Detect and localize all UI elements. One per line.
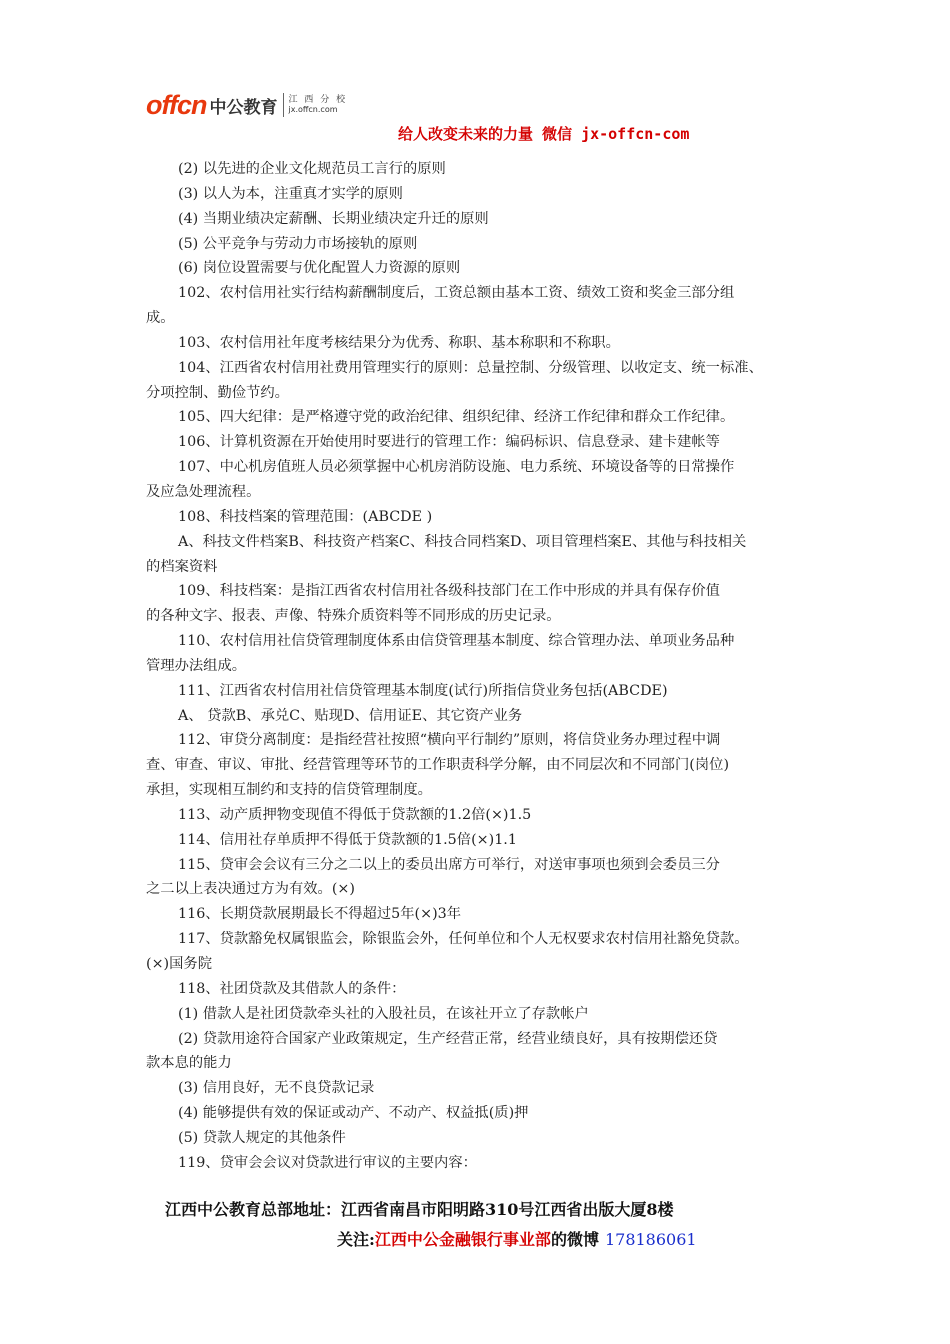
text-line: 102、农村信用社实行结构薪酬制度后，工资总额由基本工资、绩效工资和奖金三部分组 bbox=[178, 285, 735, 302]
text-line: (3) 信用良好，无不良贷款记录 bbox=[178, 1080, 375, 1097]
text-line: 109、科技档案：是指江西省农村信用社各级科技部门在工作中形成的并具有保存价值 bbox=[178, 583, 720, 600]
text-line: 108、科技档案的管理范围：(ABCDE ) bbox=[178, 508, 433, 525]
text-line: A、科技文件档案B、科技资产档案C、科技合同档案D、项目管理档案E、其他与科技相关 bbox=[178, 533, 747, 550]
footer-address: 江西中公教育总部地址：江西省南昌市阳明路310号江西省出版大厦8楼 bbox=[165, 1200, 674, 1219]
text-line: 款本息的能力 bbox=[146, 1055, 232, 1072]
header-slogan: 给人改变未来的力量 微信 jx-offcn-com bbox=[398, 125, 690, 143]
text-line: 106、计算机资源在开始使用时要进行的管理工作：编码标识、信息登录、建卡建帐等 bbox=[178, 434, 720, 451]
text-line: (5) 贷款人规定的其他条件 bbox=[178, 1129, 346, 1146]
text-line: 管理办法组成。 bbox=[146, 657, 247, 674]
text-line: 118、社团贷款及其借款人的条件： bbox=[178, 980, 406, 997]
logo-divider bbox=[283, 93, 284, 117]
text-line: 105、四大纪律：是严格遵守党的政治纪律、组织纪律、经济工作纪律和群众工作纪律。 bbox=[178, 409, 735, 426]
text-line: 103、农村信用社年度考核结果分为优秀、称职、基本称职和不称职。 bbox=[178, 334, 620, 351]
logo-offcn-text: offcn bbox=[146, 89, 207, 120]
text-line: 117、贷款豁免权属银监会，除银监会外，任何单位和个人无权要求农村信用社豁免贷款。 bbox=[178, 931, 749, 948]
text-line: A、 贷款B、承兑C、贴现D、信用证E、其它资产业务 bbox=[178, 707, 523, 724]
text-line: 115、贷审会会议有三分之二以上的委员出席方可举行，对送审事项也须到会委员三分 bbox=[178, 856, 720, 873]
footer-follow bbox=[337, 1227, 697, 1250]
text-line: 之二以上表决通过方为有效。(×) bbox=[146, 881, 355, 898]
text-line: 113、动产质押物变现值不得低于贷款额的1.2倍(×)1.5 bbox=[178, 806, 532, 823]
offcn-logo bbox=[146, 88, 347, 122]
footer-weibo-id: 178186061 bbox=[604, 1230, 697, 1249]
text-line: (5) 公平竞争与劳动力市场接轨的原则 bbox=[178, 235, 418, 252]
text-line: 110、农村信用社信贷管理制度体系由信贷管理基本制度、综合管理办法、单项业务品种 bbox=[178, 633, 735, 650]
footer-weibo-name: 江西中公金融银行事业部 bbox=[374, 1230, 551, 1249]
text-line: 112、审贷分离制度：是指经营社按照“横向平行制约”原则，将信贷业务办理过程中调 bbox=[178, 732, 721, 749]
text-line: 成。 bbox=[146, 310, 175, 327]
text-line: (×)国务院 bbox=[146, 956, 213, 972]
text-line: 承担，实现相互制约和支持的信贷管理制度。 bbox=[146, 782, 432, 799]
text-line: (2) 以先进的企业文化规范员工言行的原则 bbox=[178, 161, 446, 177]
text-line: 111、江西省农村信用社信贷管理基本制度(试行)所指信贷业务包括(ABCDE) bbox=[178, 682, 668, 699]
logo-branch-name: 江 西 分 校 bbox=[288, 94, 348, 105]
text-line: 104、江西省农村信用社费用管理实行的原则：总量控制、分级管理、以收定支、统一标准、 bbox=[178, 359, 763, 376]
text-line: 的各种文字、报表、声像、特殊介质资料等不同形成的历史记录。 bbox=[146, 608, 561, 625]
text-line: 及应急处理流程。 bbox=[146, 483, 261, 500]
document-body bbox=[146, 157, 826, 1176]
logo-branch-url: jx.offcn.com bbox=[288, 104, 338, 114]
text-line: 114、信用社存单质押不得低于贷款额的1.5倍(×)1.1 bbox=[178, 831, 517, 848]
footer-follow-prefix: 关注: bbox=[337, 1230, 375, 1249]
text-line: (6) 岗位设置需要与优化配置人力资源的原则 bbox=[178, 260, 461, 277]
text-line: 的档案资料 bbox=[146, 558, 218, 575]
text-line: (4) 能够提供有效的保证或动产、不动产、权益抵(质)押 bbox=[178, 1105, 529, 1122]
text-line: 107、中心机房值班人员必须掌握中心机房消防设施、电力系统、环境设备等的日常操作 bbox=[178, 459, 735, 476]
text-line: (2) 贷款用途符合国家产业政策规定，生产经营正常，经营业绩良好，具有按期偿还贷 bbox=[178, 1030, 718, 1047]
text-line: 分项控制、勤俭节约。 bbox=[146, 384, 289, 401]
text-line: (4) 当期业绩决定薪酬、长期业绩决定升迁的原则 bbox=[178, 210, 489, 227]
text-line: 116、长期贷款展期最长不得超过5年(×)3年 bbox=[178, 906, 462, 923]
text-line: 119、贷审会会议对贷款进行审议的主要内容： bbox=[178, 1154, 477, 1171]
text-line: (3) 以人为本，注重真才实学的原则 bbox=[178, 185, 403, 202]
logo-chinese-text: 中公教育 bbox=[209, 97, 278, 118]
text-line: (1) 借款人是社团贷款牵头社的入股社员，在该社开立了存款帐户 bbox=[178, 1005, 589, 1022]
text-line: 查、审查、审议、审批、经营管理等环节的工作职责科学分解，由不同层次和不同部门(岗位) bbox=[146, 757, 730, 774]
footer-follow-suffix: 的微博 bbox=[550, 1230, 599, 1249]
logo-branch bbox=[289, 96, 348, 115]
